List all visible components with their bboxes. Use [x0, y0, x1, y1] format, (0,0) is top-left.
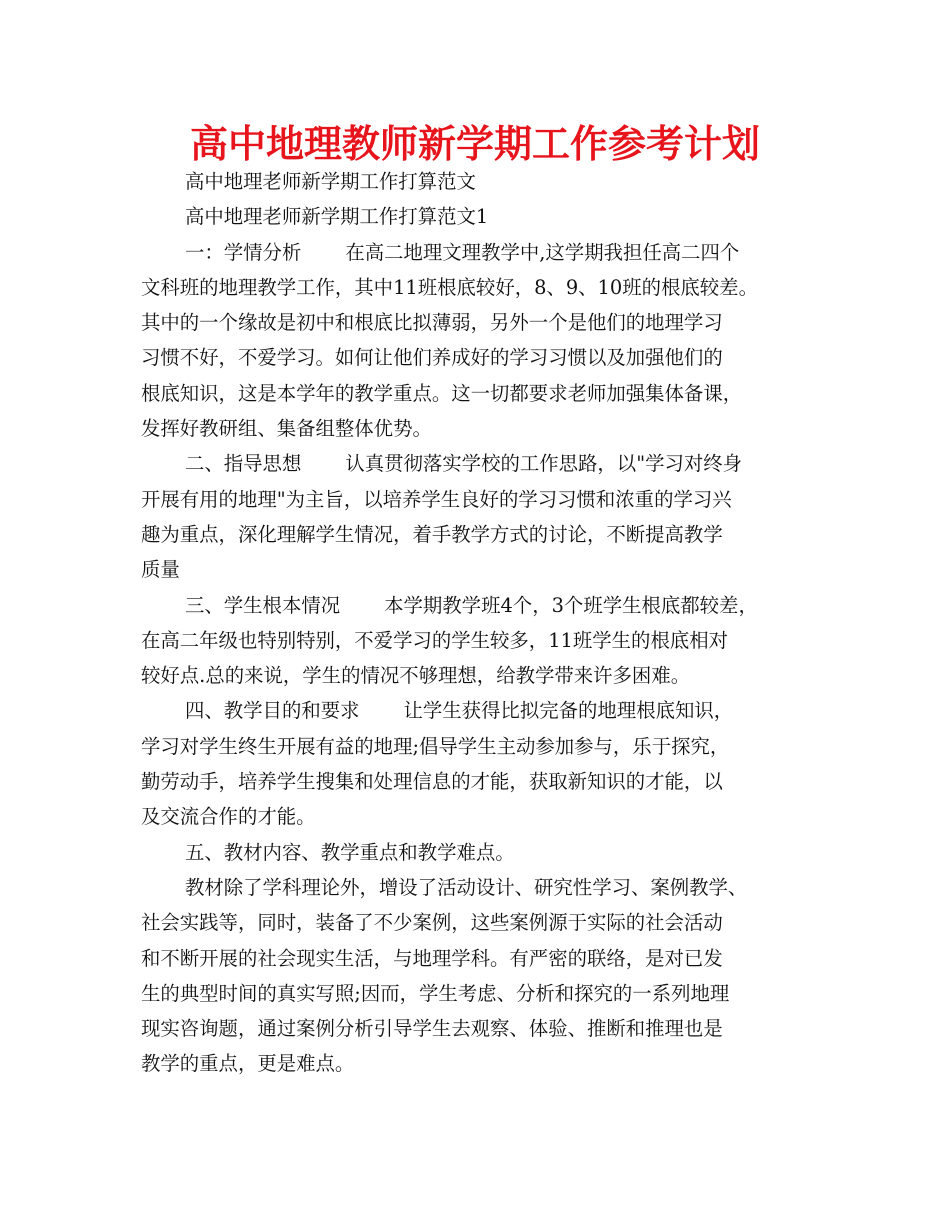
paragraph-line: [141, 693, 831, 728]
paragraph-line: 学习对学生终生开展有益的地理;倡导学生主动参加参与，乐于探究，: [141, 734, 730, 758]
paragraph-line: 教学的重点，更是难点。: [141, 1052, 355, 1076]
paragraph-line: 较好点.总的来说，学生的情况不够理想，给教学带来许多困难。: [141, 664, 691, 688]
paragraph-line: 和不断开展的社会现实生活，与地理学科。有严密的联络，是对已发: [141, 946, 723, 970]
paragraph-line: 及交流合作的才能。: [141, 805, 316, 829]
paragraph-line: 其中的一个缘故是初中和根底比拟薄弱，另外一个是他们的地理学习: [141, 311, 723, 335]
section-heading: 二、指导思想: [185, 452, 302, 476]
paragraph-line: 社会实践等，同时，装备了不少案例，这些案例源于实际的社会活动: [141, 911, 723, 935]
document-title: 高中地理教师新学期工作参考计划: [189, 122, 760, 166]
paragraph-text: 让学生获得比拟完备的地理根底知识，: [403, 699, 734, 723]
paragraph-text: 认真贯彻落实学校的工作思路，以"学习对终身: [345, 452, 743, 476]
paragraph-line: [141, 588, 831, 623]
paragraph-text: 本学期教学班4个，3个班学生根底都较差，: [384, 593, 758, 617]
paragraph-line: [141, 235, 831, 270]
paragraph-line: 文科班的地理教学工作，其中11班根底较好，8、9、10班的根底较差。: [141, 275, 758, 299]
paragraph-line: 教材除了学科理论外，增设了活动设计、研究性学习、案例教学、: [185, 875, 748, 899]
paragraph-line: 趣为重点，深化理解学生情况，着手教学方式的讨论，不断提高教学: [141, 522, 723, 546]
section-heading: 一：学情分析: [185, 240, 302, 264]
paragraph-text: 在高二地理文理教学中,这学期我担任高二四个: [345, 240, 740, 264]
paragraph-line: 质量: [141, 558, 180, 582]
paragraph-line: 生的典型时间的真实写照;因而，学生考虑、分析和探究的一系列地理: [141, 981, 730, 1005]
paragraph-line: 习惯不好，不爱学习。如何让他们养成好的学习习惯以及加强他们的: [141, 346, 723, 370]
paragraph-line: 在高二年级也特别特别，不爱学习的学生较多，11班学生的根底相对: [141, 628, 729, 652]
paragraph-line: [141, 446, 831, 481]
section-heading: 三、学生根本情况: [185, 593, 341, 617]
subtitle-2: 高中地理老师新学期工作打算范文1: [185, 205, 489, 229]
section-heading: 五、教材内容、教学重点和教学难点。: [185, 840, 515, 864]
paragraph-line: 开展有用的地理"为主旨，以培养学生良好的学习习惯和浓重的学习兴: [141, 487, 732, 511]
section-heading: 四、教学目的和要求: [185, 699, 360, 723]
paragraph-line: 根底知识，这是本学年的教学重点。这一切都要求老师加强集体备课，: [141, 381, 743, 405]
paragraph-line: 发挥好教研组、集备组整体优势。: [141, 417, 432, 441]
paragraph-line: 勤劳动手，培养学生搜集和处理信息的才能，获取新知识的才能，以: [141, 770, 723, 794]
paragraph-line: 现实咨询题，通过案例分析引导学生去观察、体验、推断和推理也是: [141, 1017, 723, 1041]
subtitle: 高中地理老师新学期工作打算范文: [185, 170, 476, 193]
document-body: [141, 164, 831, 1082]
